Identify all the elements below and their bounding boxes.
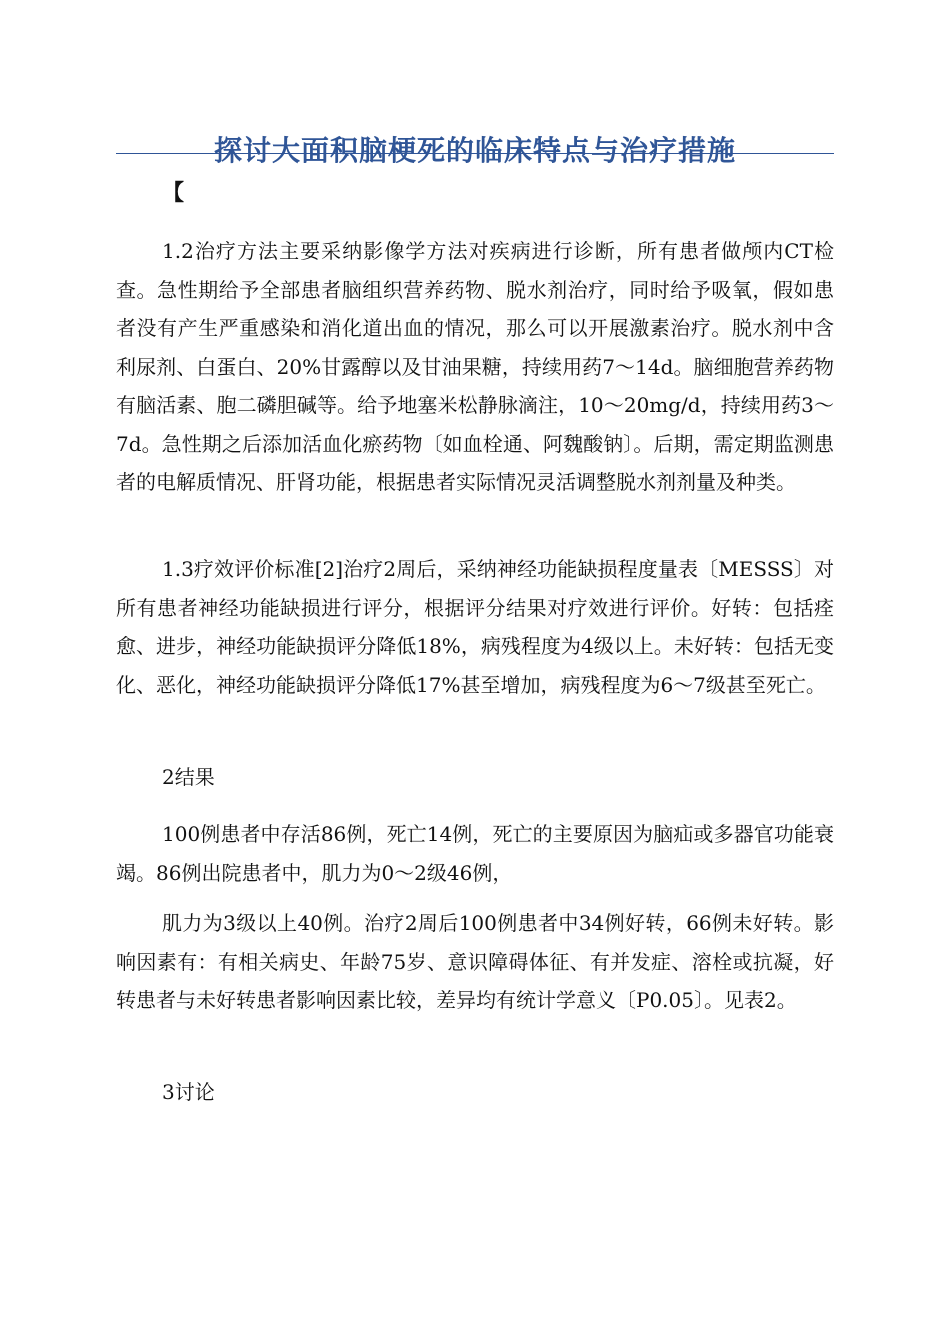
document-title: 探讨大面积脑梗死的临床特点与治疗措施 bbox=[213, 133, 736, 167]
title-underline bbox=[116, 153, 834, 154]
paragraph-treatment-method: 1.2治疗方法主要采纳影像学方法对疾病进行诊断，所有患者做颅内CT检查。急性期给予全部患者脑组织营养药物、脱水剂治疗，同时给予吸氧，假如患者没有产生严重感染和消化道出血的情况，那么可以开展激素治疗。脱水剂中含利尿剂、白蛋白、20%甘露醇以及甘油果糖，持续用药7～14d。脑细胞营养药物有脑活素、胞二磷胆碱等。给予地塞米松静脉滴注，10～20mg/d，持续用药3～7d。急性期之后添加活血化瘀药物〔如血栓通、阿魏酸钠〕。后期，需定期监测患者的电解质情况、肝肾功能，根据患者实际情况灵活调整脱水剂剂量及种类。 bbox=[116, 239, 834, 494]
bracket-mark: 【 bbox=[162, 180, 185, 206]
paragraph-results-factors: 肌力为3级以上40例。治疗2周后100例患者中34例好转，66例未好转。影响因素有：有相关病史、年龄75岁、意识障碍体征、有并发症、溶栓或抗凝，好转患者与未好转患者影响因素比较，差异均有统计学意义〔P0.05〕。见表2。 bbox=[116, 911, 834, 1012]
section-heading-results: 2结果 bbox=[162, 765, 215, 789]
section-heading-discussion: 3讨论 bbox=[162, 1080, 215, 1104]
paragraph-efficacy-criteria: 1.3疗效评价标准[2]治疗2周后，采纳神经功能缺损程度量表〔MESSS〕对所有患者神经功能缺损进行评分，根据评分结果对疗效进行评价。好转：包括痊愈、进步，神经功能缺损评分降低18%，病残程度为4级以上。未好转：包括无变化、恶化，神经功能缺损评分降低17%甚至增加，病残程度为6～7级甚至死亡。 bbox=[116, 557, 834, 697]
paragraph-results-survival: 100例患者中存活86例，死亡14例，死亡的主要原因为脑疝或多器官功能衰竭。86例出院患者中，肌力为0～2级46例， bbox=[116, 822, 834, 885]
